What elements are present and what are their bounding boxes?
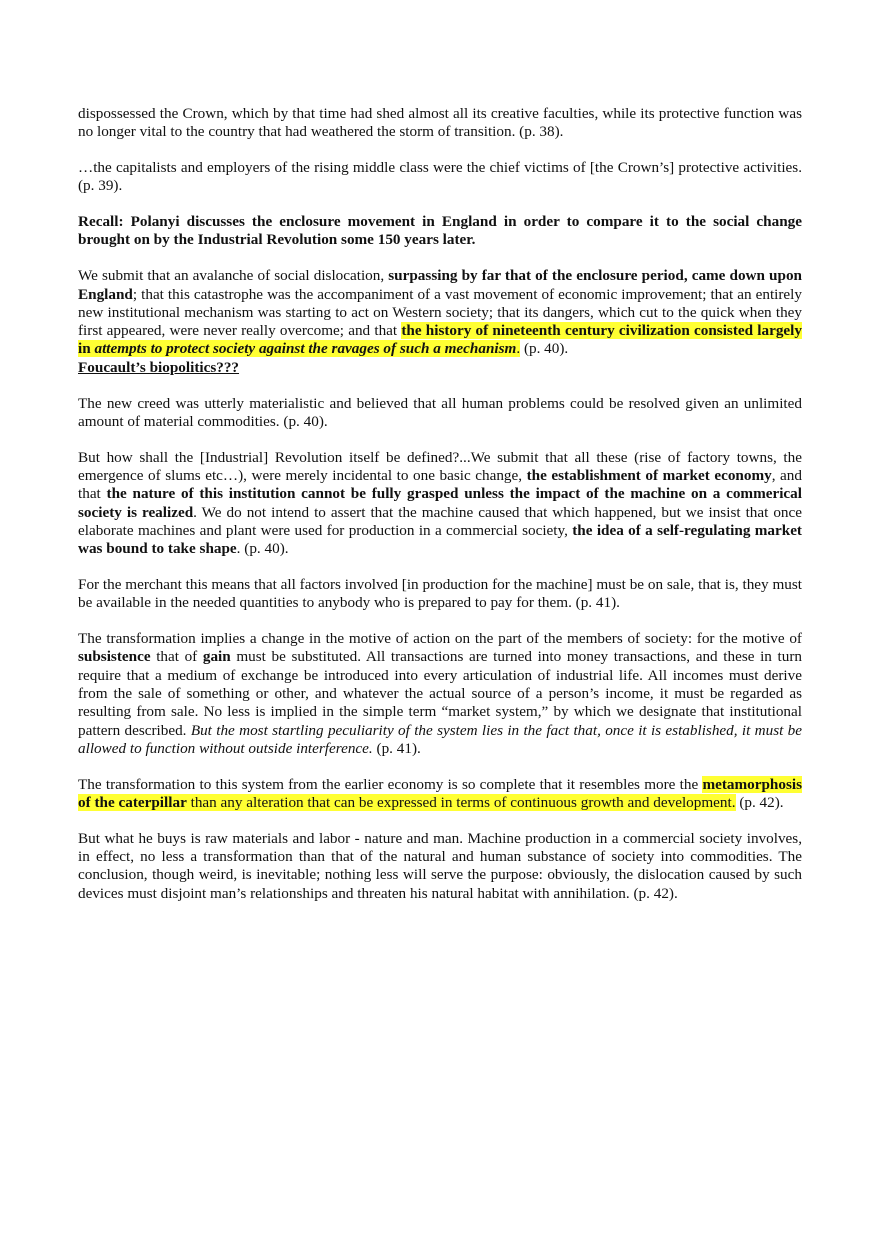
page-ref: . (p. 40). [236,540,289,558]
quote-crown-dispossessed: dispossessed the Crown, which by that time had shed almost all its creative faculties, while its protective function was no longer vital to the country that had weathered the storm of transition. (p. 38). [78,105,802,141]
text-run: . We do not intend to assert that the machine caused that which happened, but we insist that once elaborate machines and plant were used for production in a commercial society, [78,503,803,539]
bold-run: the establishment of market economy [526,466,772,484]
text-run: that of [150,648,203,666]
bold-run: subsistence [78,648,151,666]
bold-run: metamorphosis of the caterpillar [78,775,802,811]
document-page [78,105,802,903]
bold-run: surpassing by far that of the enclosure period, came down upon England [78,267,802,303]
text-run: , and that [78,466,802,503]
quote-raw-materials: But what he buys is raw materials and labor - nature and man. Machine production in a commercial society involves, in effect, no less a transformation than that of the natural and human substance of society into commodities. The conclusion, though weird, is inevitable; nothing less will serve the purpose: obviously, the dislocation caused by such devices must disjoint man’s relationships and threaten his natural habitat with annihilation. (p. 42). [78,829,802,902]
quote-metamorphosis [78,776,802,813]
bold-run: gain [202,648,231,666]
margin-note-biopolitics: Foucault’s biopolitics??? [78,358,240,376]
quote-avalanche-dislocation [78,267,802,377]
recall-note [78,213,802,250]
text-run: . [516,340,521,358]
page-ref: (p. 42). [735,793,784,811]
page-ref: (p. 41). [372,739,421,757]
text-run: We submit that an avalanche of social dislocation, [78,267,389,285]
text-run: The transformation implies a change in the motive of action on the part of the members of society: for the motive of [78,630,802,648]
italic-run: But the most startling peculiarity of the system lies in the fact that, once it is established, it must be allowed to function without outside interference. [78,721,802,757]
quote-merchant-factors: For the merchant this means that all factors involved [in production for the machine] must be on sale, that is, they must be available in the needed quantities to anybody who is prepared to pay for them. (p. 41). [78,575,802,612]
quote-new-creed: The new creed was utterly materialistic and believed that all human problems could be resolved given an unlimited amount of material commodities. (p. 40). [78,394,802,430]
bold-run: the nature of this institution cannot be fully grasped unless the impact of the machine on a commerical society is realized [78,485,802,521]
recall-note-text: Recall: Polanyi discusses the enclosure movement in England in order to compare it to the social change brought on by the Industrial Revolution some 150 years later. [78,213,802,249]
quote-motive-transformation [78,630,802,758]
text-run: than any alteration that can be expressed in terms of continuous growth and development. [186,793,736,811]
quote-industrial-revolution [78,449,802,559]
text-run: ; that this catastrophe was the accompaniment of a vast movement of economic improvement; that an entirely new institutional mechanism was starting to act on Western society; that its dangers, which cut to the quick when they first appeared, were never really overcome; and that [78,285,802,340]
text-run: must be substituted. All transactions are turned into money transactions, and these in turn require that a medium of exchange be introduced into every articulation of industrial life. All incomes must derive from the sale of something or other, and whatever the actual source of a person’s income, it must be regarded as resulting from sale. No less is implied in the simple term “market system,” by which we designate that institutional pattern described. [78,648,802,739]
italic-run: attempts to protect society against the ravages of such a mechanism [94,340,517,358]
bold-italic-run [94,340,516,357]
text-run: The transformation to this system from the earlier economy is so complete that it resembles more the [78,775,703,793]
text-run: But how shall the [Industrial] Revolution itself be defined?...We submit that all these (rise of factory towns, the emergence of slums etc…), were merely incidental to one basic change, [78,448,802,484]
bold-run: the history of nineteenth century civilization consisted largely in [78,322,802,358]
bold-run: the idea of a self-regulating market was bound to take shape [78,521,802,558]
quote-capitalists-victims: …the capitalists and employers of the rising middle class were the chief victims of [the Crown’s] protective activities. (p. 39). [78,159,802,195]
page-ref: (p. 40). [520,340,569,358]
